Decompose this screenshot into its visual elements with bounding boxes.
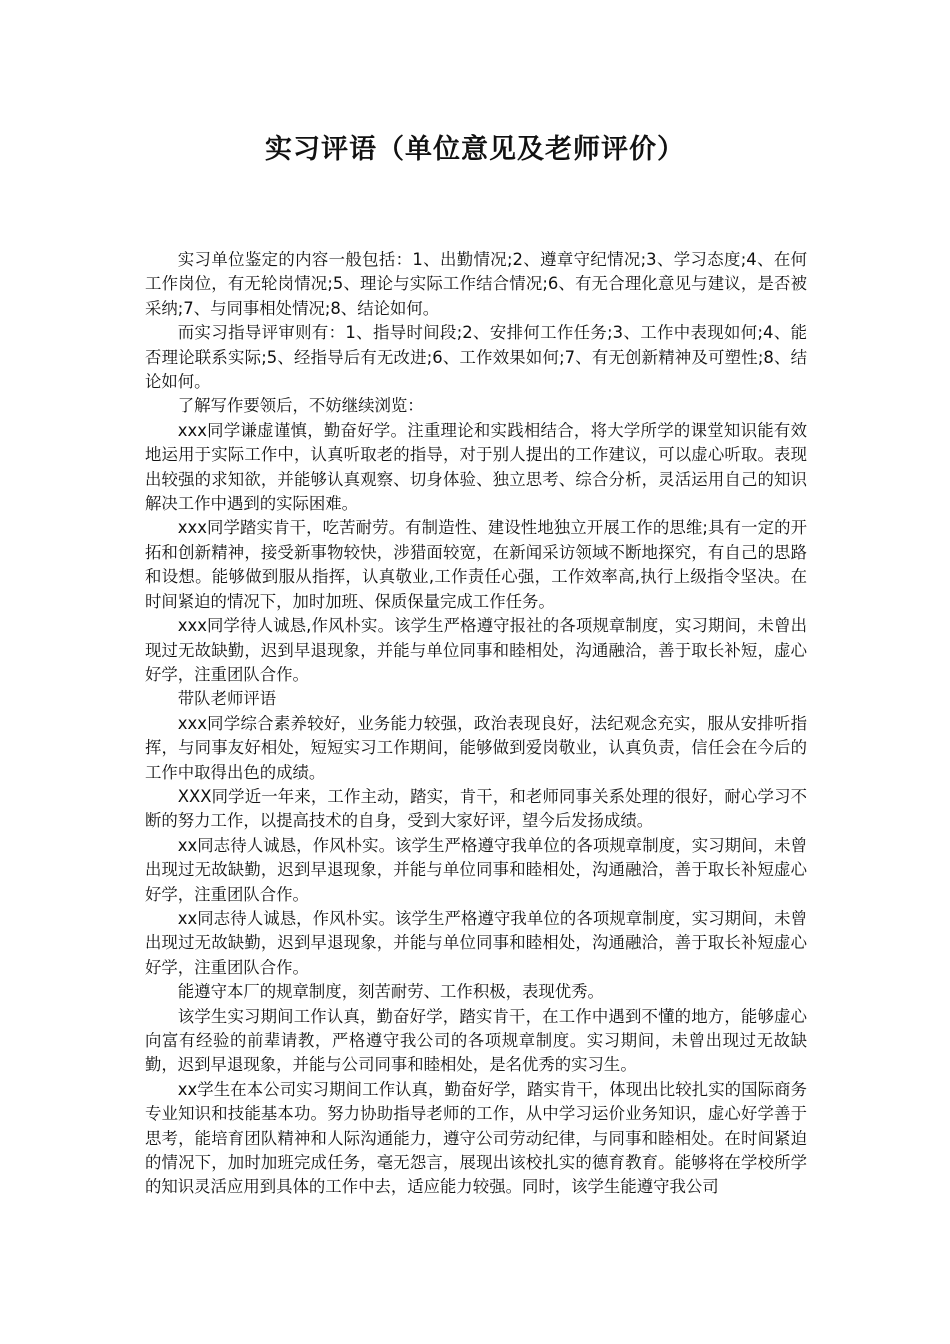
paragraph: 该学生实习期间工作认真，勤奋好学，踏实肯干，在工作中遇到不懂的地方，能够虚心向富有经验的前辈请教，严格遵守我公司的各项规章制度。实习期间，未曾出现过无故缺勤，迟到早退现象，并能与公司同事和睦相处，是名优秀的实习生。 [145,1006,807,1075]
document-body [145,248,807,1200]
paragraph: xxx同学综合素养较好，业务能力较强，政治表现良好，法纪观念充实，服从安排听指挥，与同事友好相处，短短实习工作期间，能够做到爱岗敬业，认真负责，信任会在今后的工作中取得出色的成绩。 [145,713,807,782]
paragraph: xx同志待人诚恳，作风朴实。该学生严格遵守我单位的各项规章制度，实习期间，未曾出现过无故缺勤，迟到早退现象，并能与单位同事和睦相处，沟通融洽，善于取长补短虚心好学，注重团队合作。 [145,835,807,904]
paragraph: xx学生在本公司实习期间工作认真，勤奋好学，踏实肯干，体现出比较扎实的国际商务专业知识和技能基本功。努力协助指导老师的工作，从中学习运价业务知识，虚心好学善于思考，能培育团队精神和人际沟通能力，遵守公司劳动纪律，与同事和睦相处。在时间紧迫的情况下，加时加班完成任务，毫无怨言，展现出该校扎实的德育教育。能够将在学校所学的知识灵活应用到具体的工作中去，适应能力较强。同时，该学生能遵守我公司 [145,1079,807,1197]
paragraph: xxx同学踏实肯干，吃苦耐劳。有制造性、建设性地独立开展工作的思维;具有一定的开拓和创新精神，接受新事物较快，涉猎面较宽，在新闻采访领域不断地探究，有自己的思路和设想。能够做到服从指挥，认真敬业,工作责任心强，工作效率高,执行上级指令坚决。在时间紧迫的情况下，加时加班、保质保量完成工作任务。 [145,518,807,611]
section-heading: 带队老师评语 [177,689,277,709]
document-title: 实习评语（单位意见及老师评价） [265,134,685,165]
paragraph: 能遵守本厂的规章制度，刻苦耐劳、工作积极，表现优秀。 [177,982,604,1002]
paragraph: xxx同学待人诚恳,作风朴实。该学生严格遵守报社的各项规章制度，实习期间，未曾出现过无故缺勤，迟到早退现象，并能与单位同事和睦相处，沟通融洽，善于取长补短，虚心好学，注重团队合作。 [145,616,807,684]
paragraph: 实习单位鉴定的内容一般包括：1、出勤情况;2、遵章守纪情况;3、学习态度;4、在何工作岗位，有无轮岗情况;5、理论与实际工作结合情况;6、有无合理化意见与建议，是否被采纳;7、与同事相处情况;8、结论如何。 [145,250,807,318]
paragraph: xxx同学谦虚谨慎，勤奋好学。注重理论和实践相结合，将大学所学的课堂知识能有效地运用于实际工作中，认真听取老的指导，对于别人提出的工作建议，可以虚心听取。表现出较强的求知欲，并能够认真观察、切身体验、独立思考、综合分析，灵活运用自己的知识解决工作中遇到的实际困难。 [145,420,807,514]
paragraph: 而实习指导评审则有：1、指导时间段;2、安排何工作任务;3、工作中表现如何;4、能否理论联系实际;5、经指导后有无改进;6、工作效果如何;7、有无创新精神及可塑性;8、结论如何。 [145,323,807,392]
paragraph: xx同志待人诚恳，作风朴实。该学生严格遵守我单位的各项规章制度，实习期间，未曾出现过无故缺勤，迟到早退现象，并能与单位同事和睦相处，沟通融洽，善于取长补短虚心好学，注重团队合作。 [145,908,807,977]
paragraph: XXX同学近一年来，工作主动，踏实，肯干，和老师同事关系处理的很好，耐心学习不断的努力工作，以提高技术的自身，受到大家好评，望今后发扬成绩。 [145,786,807,831]
paragraph: 了解写作要领后，不妨继续浏览： [177,396,424,416]
